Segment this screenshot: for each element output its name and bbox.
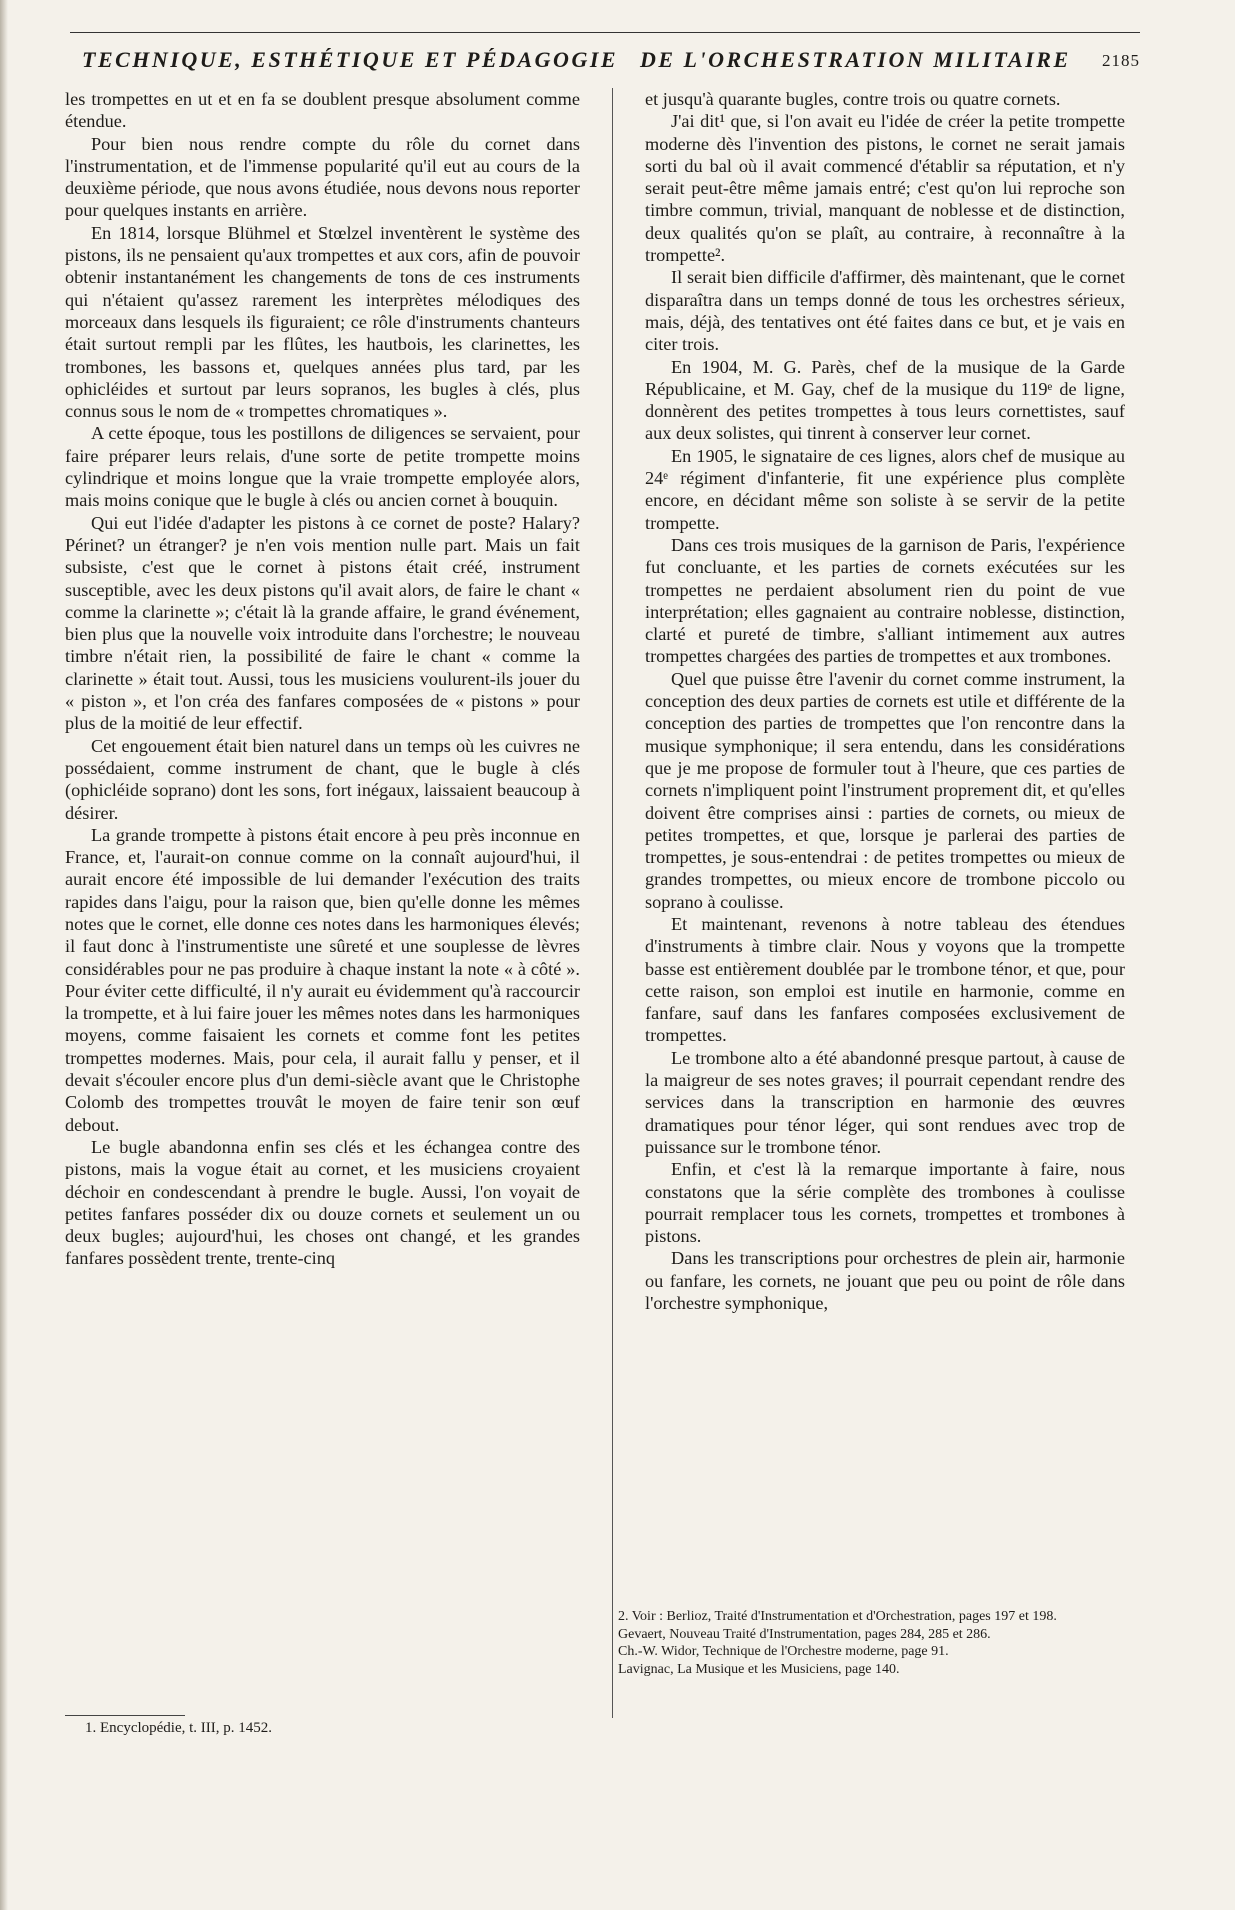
paragraph: Et maintenant, revenons à notre tableau des étendues d'instruments à timbre clair. Nous y voyons que la trompette basse est entièrement doublée par le trombone ténor, et que, pour cette raison, son emploi est inutile en harmonie, comme en fanfare, sauf dans les fanfares composées exclusivement de trompettes. (645, 913, 1125, 1046)
footnote: Gevaert, Nouveau Traité d'Instrumentation, pages 284, 285 et 286. (618, 1626, 991, 1642)
header-rule (70, 32, 1140, 33)
paragraph: Cet engouement était bien naturel dans un temps où les cuivres ne possédaient, comme instrument de chant, que le bugle à clés (ophicléide soprano) dont les sons, fort inégaux, laissaient beaucoup à désirer. (65, 735, 580, 823)
paragraph: et jusqu'à quarante bugles, contre trois ou quatre cornets. (645, 89, 1061, 109)
paragraph: Pour bien nous rendre compte du rôle du cornet dans l'instrumentation, et de l'immense popularité qu'il eut au cours de la deuxième période, que nous avons étudiée, nous devons nous reporter pour quelques instants en arrière. (65, 133, 580, 221)
page-number: 2185 (1102, 51, 1140, 70)
paragraph: En 1814, lorsque Blühmel et Stœlzel inventèrent le système des pistons, ils ne pensaient qu'aux trompettes et aux cors, afin de pouvoir obtenir instantanément les changements de tons de ces instruments qui n'étaient qu'assez rarement les interprètes mélodiques des morceaux dans lesquels ils figuraient; ce rôle d'instruments chanteurs était surtout rempli par les flûtes, les hautbois, les clarinettes, les trombones, les bassons et, quelques années plus tard, par les ophicléides et surtout par leurs sopranos, les bugles à clés, plus connus sous le nom de « trompettes chromatiques ». (65, 222, 580, 422)
paragraph: Qui eut l'idée d'adapter les pistons à ce cornet de poste? Halary? Périnet? un étranger? je n'en vois mention nulle part. Mais un fait subsiste, c'est que le cornet à pistons était créé, instrument susceptible, avec les deux pistons qu'il avait alors, de faire le chant « comme la clarinette »; c'était là la grande affaire, le grand événement, bien plus que la nouvelle voix introduite dans l'orchestre; le nouveau timbre n'était rien, la possibilité de faire le chant « comme la clarinette » était tout. Aussi, tous les musiciens voulurent-ils jouer du « piston », et l'on créa des fanfares composées de « pistons » pour plus de la moitié de leur effectif. (65, 512, 580, 734)
paragraph: En 1905, le signataire de ces lignes, alors chef de musique au 24ᵉ régiment d'infanterie, fit une expérience plus complète encore, en décidant même son soliste à se servir de la petite trompette. (645, 445, 1125, 533)
paragraph: Dans ces trois musiques de la garnison de Paris, l'expérience fut concluante, et les parties de cornets exécutées sur les trompettes ne perdaient absolument rien du point de vue interprétation; elles gagnaient au contraire noblesse, distinction, clarté et pureté de timbre, s'alliant intimement aux autres trompettes chargées des parties de trompettes et aux trombones. (645, 534, 1125, 667)
paragraph: Le bugle abandonna enfin ses clés et les échangea contre des pistons, mais la vogue était au cornet, et les musiciens croyaient déchoir en condescendant à prendre le bugle. Aussi, l'on voyait de petites fanfares posséder dix ou douze cornets et seulement un ou deux bugles; aujourd'hui, les choses ont changé, et les grandes fanfares possèdent trente, trente-cinq (65, 1136, 580, 1269)
paragraph: Le trombone alto a été abandonné presque partout, à cause de la maigreur de ses notes graves; il pourrait cependant rendre des services dans la transcription en harmonie des œuvres dramatiques pour ténor léger, qui sont rendues avec trop de puissance sur le trombone ténor. (645, 1047, 1125, 1157)
header-right-title: DE L'ORCHESTRATION MILITAIRE (640, 47, 1071, 72)
footnotes-right (618, 1608, 1118, 1678)
right-text-column (645, 88, 1125, 1314)
paragraph: En 1904, M. G. Parès, chef de la musique de la Garde Républicaine, et M. Gay, chef de la musique du 119ᵉ de ligne, donnèrent des petites trompettes à tous leurs cornettistes, sauf aux deux solistes, qui tinrent à conserver leur cornet. (645, 356, 1125, 444)
left-text-column (65, 88, 580, 1270)
paragraph: J'ai dit¹ que, si l'on avait eu l'idée de créer la petite trompette moderne dès l'invention des pistons, le cornet ne serait jamais sorti du bal où il avait commencé d'établir sa réputation, et n'y serait peut-être même jamais entré; c'est qu'on lui reproche son timbre commun, trivial, manquant de noblesse et de distinction, deux qualités qu'on se plaît, au contraire, à reconnaître à la trompette². (645, 111, 1125, 266)
paragraph: A cette époque, tous les postillons de diligences se servaient, pour faire préparer leurs relais, d'une sorte de petite trompette moins cylindrique et moins longue que la vraie trompette employée alors, mais moins conique que le bugle à clés ou ancien cornet à bouquin. (65, 423, 580, 511)
header-left-title: TECHNIQUE, ESTHÉTIQUE ET PÉDAGOGIE (82, 47, 619, 72)
paragraph: La grande trompette à pistons était encore à peu près inconnue en France, et, l'aurait-on connue comme on la connaît aujourd'hui, il aurait encore été impossible de lui demander l'exécution des traits rapides dans l'aigu, pour la raison que, bien qu'elle donne les mêmes notes que le cornet, elle donne ces notes dans les harmoniques élevés; il faut donc à l'instrumentiste une sûreté et une souplesse de lèvres considérables pour ne pas produire à chaque instant la note « à côté ». Pour éviter cette difficulté, il n'y aurait eu évidemment qu'à raccourcir la trompette, et à lui faire jouer les mêmes notes dans les harmoniques moyens, comme faisaient les cornets et comme font les petites trompettes modernes. Mais, pour cela, il aurait fallu y penser, et il devait s'écouler encore plus d'un demi-siècle avant que le Christophe Colomb des trompettes trouvât le moyen de faire tenir son œuf debout. (65, 824, 580, 1135)
paragraph: Il serait bien difficile d'affirmer, dès maintenant, que le cornet disparaîtra dans un temps donné de tous les orchestres sérieux, mais, déjà, des tentatives ont été faites dans ce but, et je vais en citer trois. (645, 267, 1125, 355)
page-edge-shadow (0, 0, 8, 1910)
footnote: Lavignac, La Musique et les Musiciens, page 140. (618, 1661, 900, 1677)
paragraph: Quel que puisse être l'avenir du cornet comme instrument, la conception des deux parties de cornets est utile et différente de la conception des parties de trompettes que l'on rencontre dans la musique symphonique; il sera entendu, dans les considérations que je me propose de formuler tout à l'heure, que ces parties de cornets n'impliquent point l'instrument proprement dit, et qu'elles doivent être comprises ainsi : parties de cornets, ou mieux de petites trompettes, et que, lorsque je parlerai des parties de trompettes, je sous-entendrai : de petites trompettes ou mieux de grandes trompettes, ou mieux encore de trombone piccolo ou soprano à coulisse. (645, 668, 1125, 912)
paragraph: les trompettes en ut et en fa se doublent presque absolument comme étendue. (65, 89, 580, 132)
column-divider (612, 88, 613, 1718)
footnote: 2. Voir : Berlioz, Traité d'Instrumentation et d'Orchestration, pages 197 et 198. (618, 1609, 1057, 1624)
footnotes-left (85, 1720, 272, 1737)
paragraph: Enfin, et c'est là la remarque importante à faire, nous constatons que la série complète des trombones à coulisse pourrait remplacer tous les cornets, trompettes et trombones à pistons. (645, 1159, 1125, 1247)
footnote: 1. Encyclopédie, t. III, p. 1452. (85, 1720, 273, 1736)
footnote: Ch.-W. Widor, Technique de l'Orchestre moderne, page 91. (618, 1644, 949, 1659)
paragraph: Dans les transcriptions pour orchestres de plein air, harmonie ou fanfare, les cornets, ne jouant que peu ou point de rôle dans l'orchestre symphonique, (645, 1248, 1125, 1314)
footnote-rule (65, 1715, 185, 1716)
running-header (70, 47, 1140, 87)
